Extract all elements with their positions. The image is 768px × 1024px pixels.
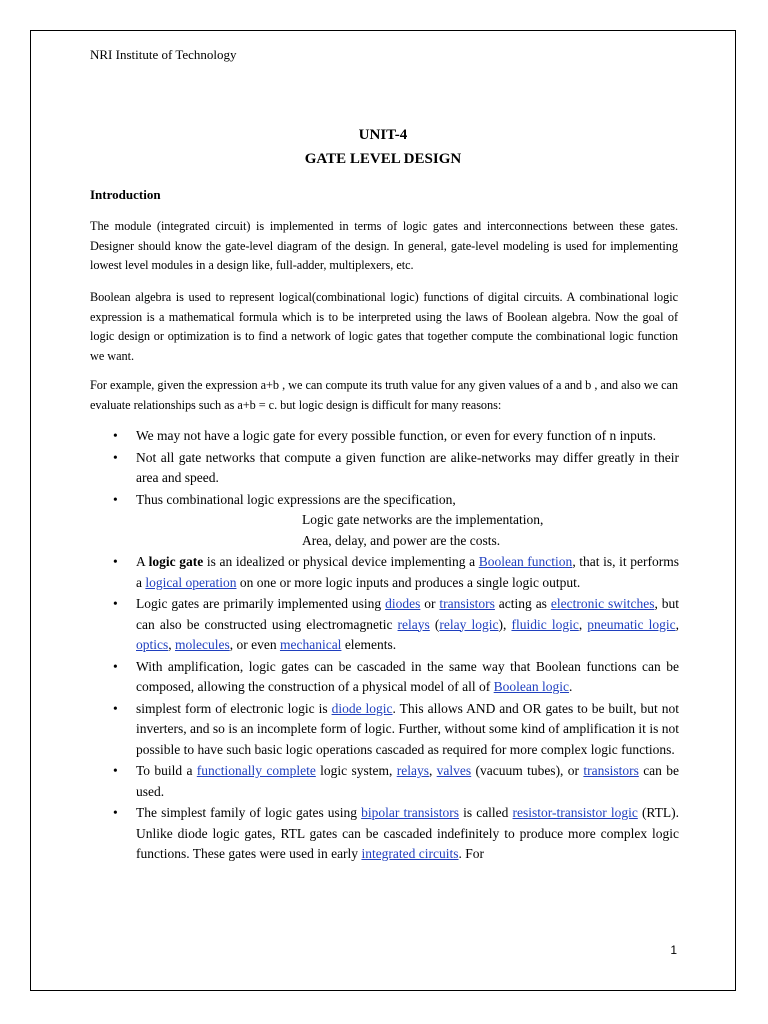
link-diode-logic[interactable]: diode logic [331,700,393,716]
link-pneumatic-logic[interactable]: pneumatic logic [587,616,676,632]
bullet-marker: • [113,491,118,507]
list-item: • simplest form of electronic logic is diode logic. This allows AND and OR gates to be built, but not inverters, and so is an incomplete form of logic. Further, without some kind of amplification it is not possible to have such basic logic operations cascaded as required for more complex logic functions. [113,700,679,757]
link-diodes[interactable]: diodes [385,596,421,611]
bullet-marker: • [113,700,118,716]
list-item: • Logic gates are primarily implemented using diodes or transistors acting as electronic switches, but can also be constructed using electromagnetic relays (relay logic), fluidic logic, pneumatic logic, optics, molecules, or even mechanical elements. [113,596,680,652]
link-integrated-circuits[interactable]: integrated circuits [361,846,459,861]
link-mechanical[interactable]: mechanical [279,637,342,652]
list-item: • With amplification, logic gates can be cascaded in the same way that Boolean functions can be composed, allowing the construction of a physical model of all of Boolean logic. [113,658,679,694]
paragraph-3: For example, given the expression a+b , we can compute its truth value for any given values of a and b , and also we can evaluate relationships such as a+b = c. but logic design is difficult for many reasons: [90,378,678,412]
paragraph-2: Boolean algebra is used to represent logical(combinational logic) functions of digital circuits. A combinational logic expression is a mathematical formula which is to be interpreted using the laws of Boolean algebra. Now the goal of logic design or optimization is to find a network of logic gates that together compute the combinational logic function we want. [90,290,678,363]
bullet-marker: • [113,763,118,778]
chapter-title: GATE LEVEL DESIGN [304,151,462,167]
bullet-marker: • [113,805,118,820]
link-relays[interactable]: relays [397,616,430,632]
link-resistor-transistor-logic[interactable]: resistor-transistor logic [512,805,638,820]
page-number: 1 [670,943,677,957]
bullet-marker: • [113,449,118,465]
link-boolean-function[interactable]: Boolean function [478,554,573,569]
list-item: • The simplest family of logic gates using bipolar transistors is called resistor-transistor logic (RTL). Unlike diode logic gates, RTL gates can be cascaded indefinitely to produce more complex logic functions. These gates were used in early integrated circuits. For [113,805,679,861]
link-valves[interactable]: valves [436,763,472,778]
header-institute: NRI Institute of Technology [90,47,237,62]
list-item: • We may not have a logic gate for every possible function, or even for every function of n inputs. [111,426,679,447]
link-relays-2[interactable]: relays [396,763,429,778]
list-item: • To build a functionally complete logic system, relays, valves (vacuum tubes), or transistors can be used. [113,763,680,799]
link-logical-operation[interactable]: logical operation [145,574,237,590]
paragraph-1: The module (integrated circuit) is implemented in terms of logic gates and interconnections between these gates. Designer should know the gate-level diagram of the design. In general, gate-level modeling is used for implementing lowest level modules in a design like, full-adder, multiplexers, etc. [90,219,678,272]
link-boolean-logic[interactable]: Boolean logic [493,679,570,694]
link-fluidic-logic[interactable]: fluidic logic [511,616,579,632]
unit-title: UNIT-4 [358,127,408,143]
link-transistors[interactable]: transistors [439,596,495,611]
list-item: • Thus combinational logic expressions are the specification, Logic gate networks are the implementation, Area, delay, and power are the costs. [113,491,544,548]
bullet-marker: • [113,428,118,443]
intro-heading: Introduction [90,187,161,202]
link-optics[interactable]: optics [136,637,169,652]
link-molecules[interactable]: molecules [175,637,230,652]
bullet-marker: • [113,554,118,569]
list-item: • Not all gate networks that compute a given function are alike-networks may differ greatly in their area and speed. [113,449,679,485]
document-page [30,30,736,991]
link-electronic-switches[interactable]: electronic switches [550,596,655,611]
link-bipolar-transistors[interactable]: bipolar transistors [361,805,459,820]
link-relay-logic[interactable]: relay logic [439,616,499,632]
link-transistors-2[interactable]: transistors [583,763,639,778]
bullet-marker: • [113,596,118,611]
link-functionally-complete[interactable]: functionally complete [196,763,316,778]
bullet-list [111,426,679,866]
list-item: • A logic gate is an idealized or physical device implementing a Boolean function, that is, it performs a logical operation on one or more logic inputs and produces a single logic output. [113,554,680,590]
bullet-marker: • [113,658,118,674]
